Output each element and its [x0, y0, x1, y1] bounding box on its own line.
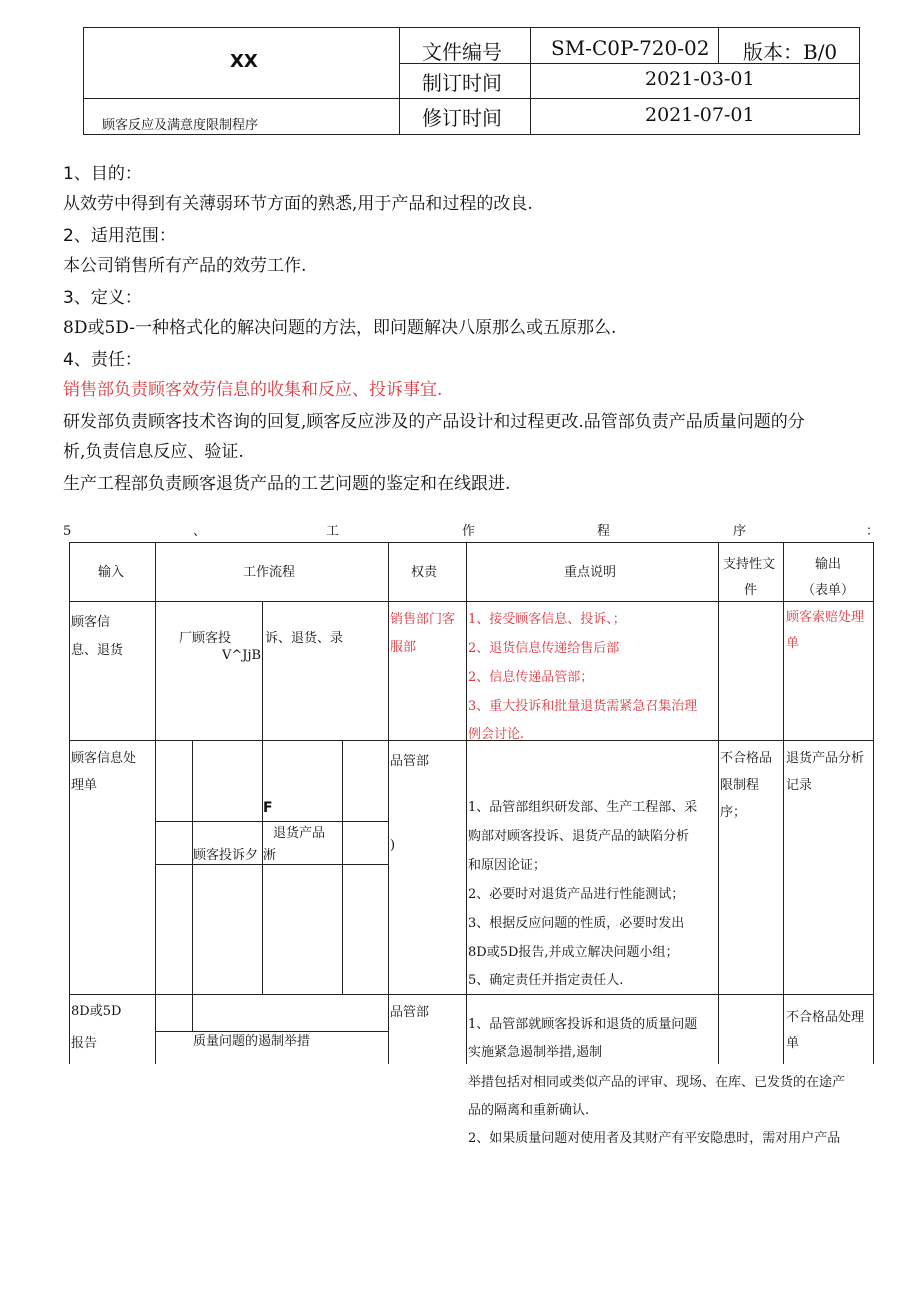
col-header-support-2: 件: [744, 583, 758, 598]
section-4-qc-duty: 析,负责信息反应、验证.: [63, 442, 244, 462]
created-date-label: 制订时间: [422, 71, 502, 95]
section-1-title: 1、目的：: [63, 164, 142, 184]
section-1-text: 从效劳中得到有关薄弱环节方面的熟悉,用于产品和过程的改良.: [63, 194, 533, 214]
section-4-sales-duty: 销售部负责顾客效劳信息的收集和反应、投诉事宜.: [63, 380, 443, 400]
revised-date-value: 2021-07-01: [645, 104, 755, 126]
section-2-title: 2、适用范围：: [63, 226, 176, 246]
flow-step-complaint: 厂顾客投: [179, 631, 232, 646]
created-date-value: 2021-03-01: [645, 68, 755, 90]
col-header-key-points: 重点说明: [564, 565, 617, 580]
continuation-line: 举措包括对相同或类似产品的评审、现场、在库、已发货的在途产: [468, 1075, 846, 1090]
revised-date-label: 修订时间: [422, 106, 502, 130]
col-header-duty: 权责: [411, 565, 438, 580]
doc-number-value: SM-C0P-720-02: [551, 36, 710, 60]
section-4-production-duty: 生产工程部负责顾客退货产品的工艺问题的鉴定和在线跟进.: [63, 474, 511, 494]
continuation-line: 品的隔离和重新确认.: [468, 1103, 590, 1118]
doc-number-label: 文件编号: [422, 40, 502, 64]
col-header-output-2: （表单）: [802, 583, 855, 598]
document-title: 顾客反应及满意度限制程序: [102, 118, 259, 133]
continuation-line: 2、如果质量问题对使用者及其财产有平安隐患时，需对用户产品: [468, 1131, 841, 1146]
version-label: 版本：B/0: [743, 40, 838, 64]
section-4-title: 4、责任：: [63, 350, 142, 370]
col-header-input: 输入: [98, 565, 125, 580]
section-4-rd-duty: 研发部负责顾客技术咨询的回复,顾客反应涉及的产品设计和过程更改.品管部负责产品质量问题的分: [63, 412, 805, 432]
section-3-text: 8D或5D-一种格式化的解决问题的方法，即问题解决八原那么或五原那么.: [63, 318, 617, 338]
col-header-output-1: 输出: [815, 557, 842, 572]
section-3-title: 3、定义：: [63, 288, 142, 308]
company-name: XX: [230, 51, 258, 72]
col-header-support-1: 支持性文: [723, 557, 776, 572]
section-2-text: 本公司销售所有产品的效劳工作.: [63, 256, 307, 276]
col-header-flow: 工作流程: [243, 565, 296, 580]
